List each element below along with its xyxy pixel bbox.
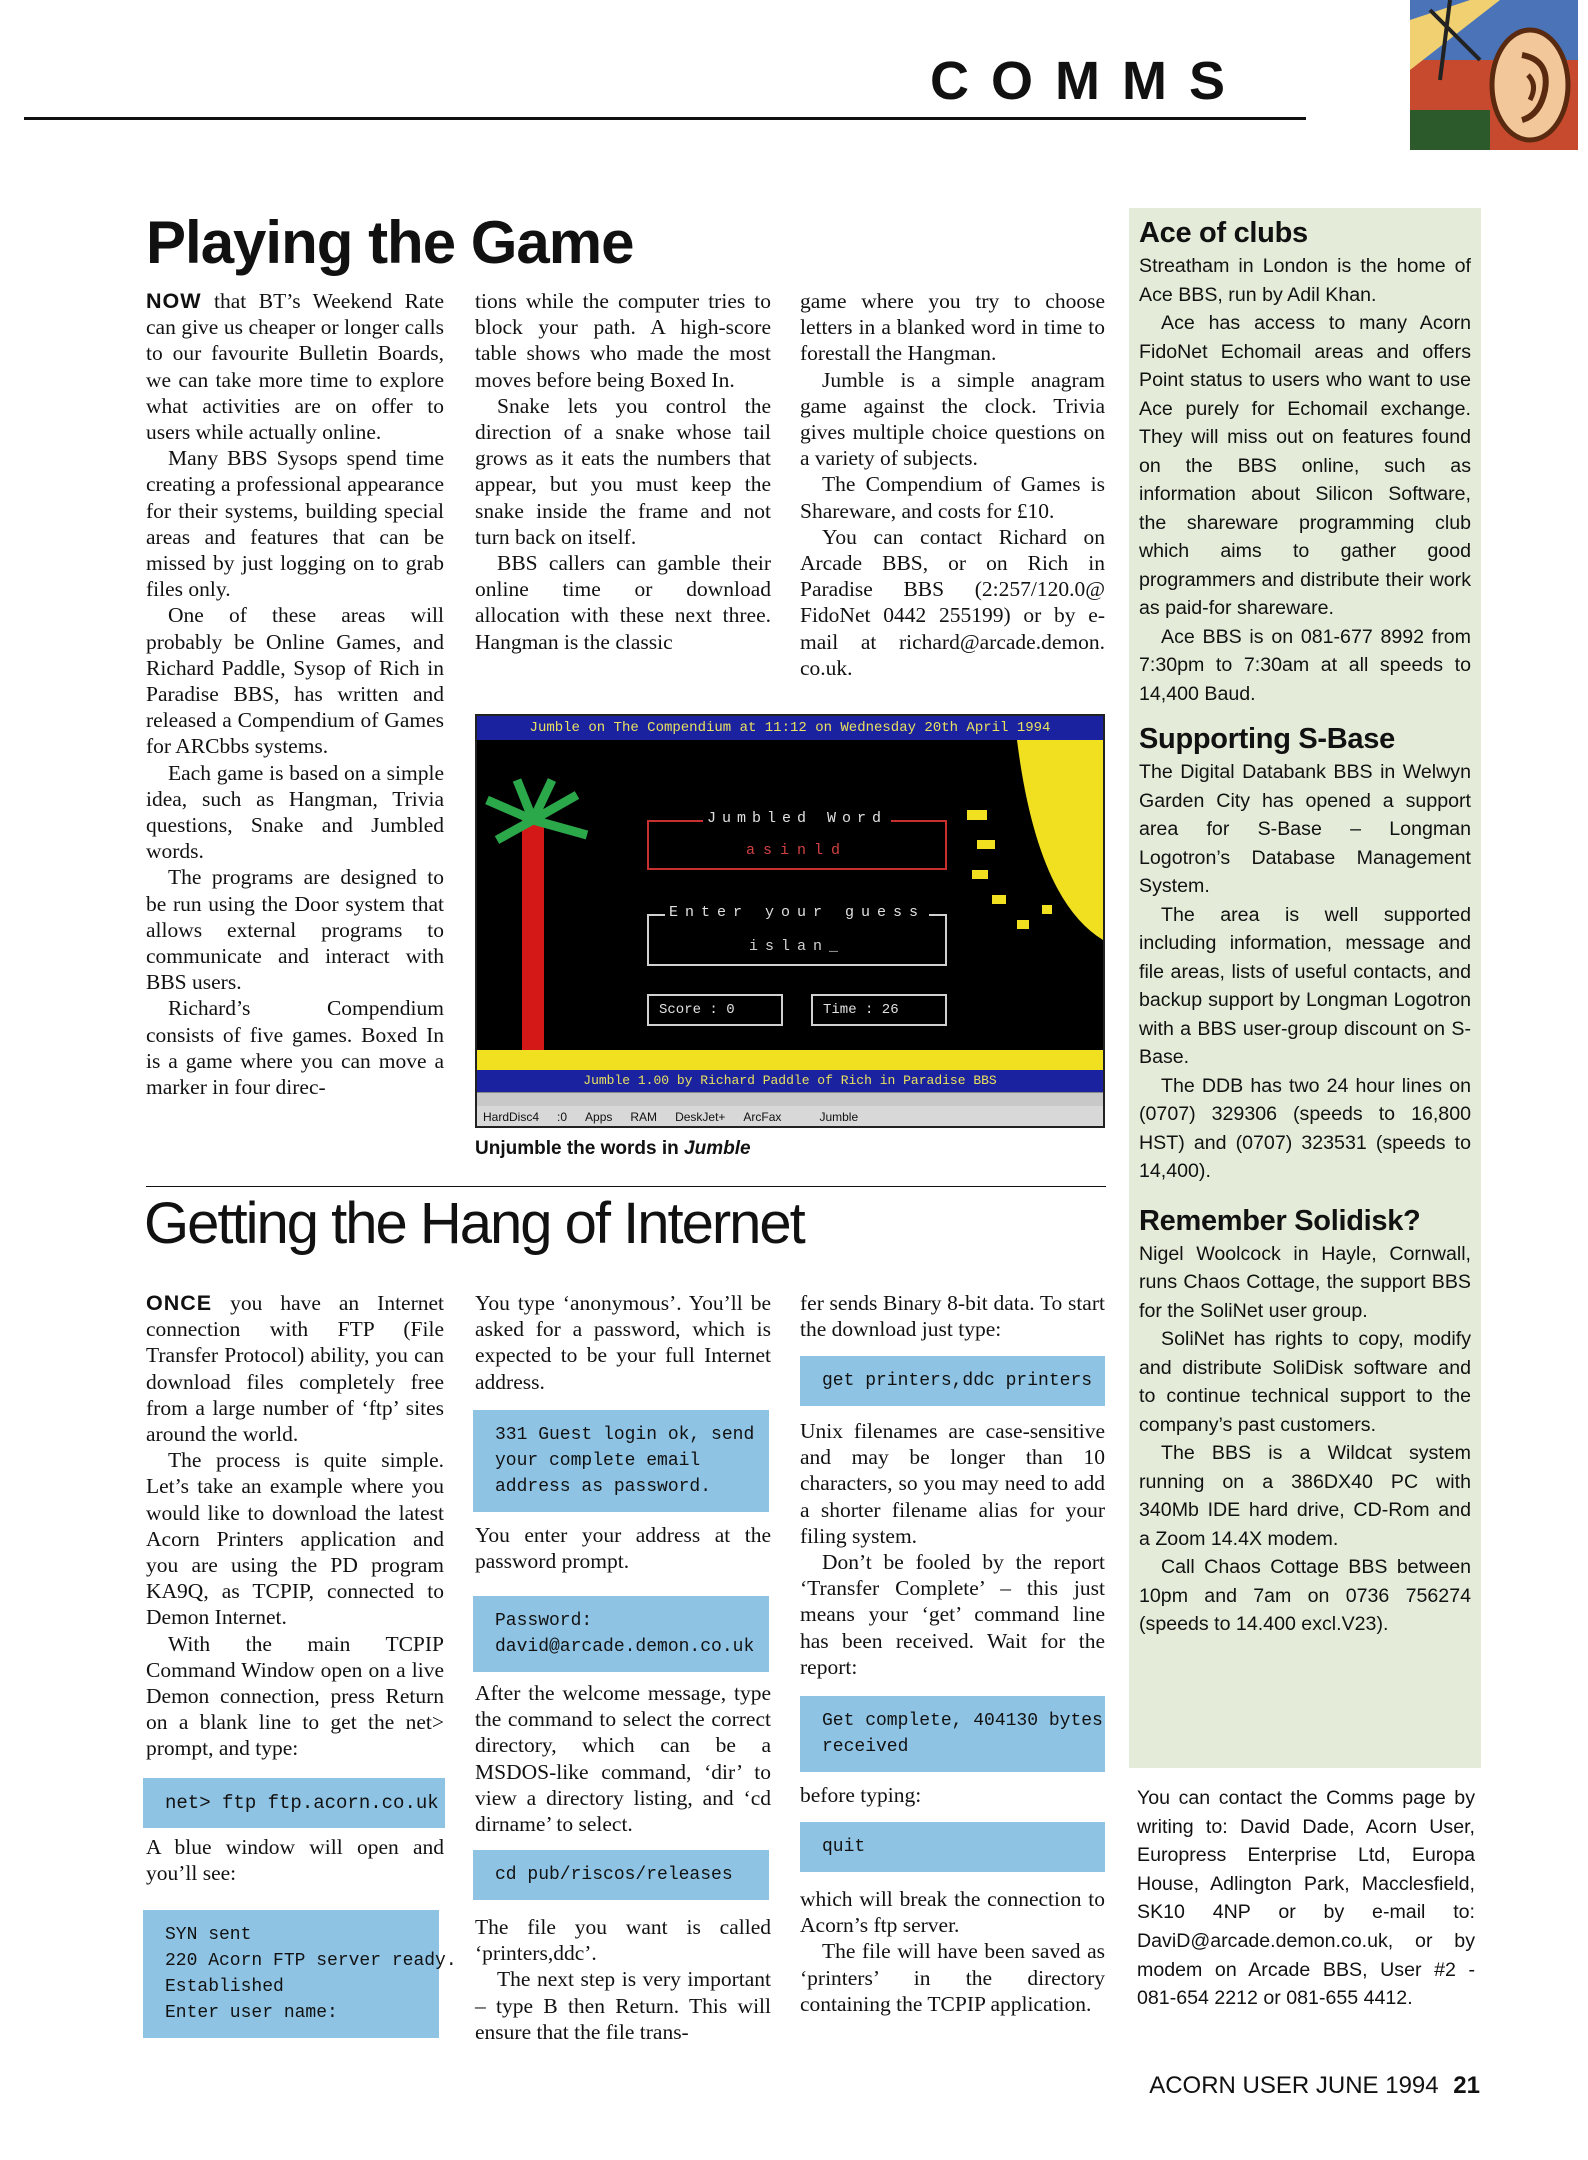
contact-info: You can contact the Comms page by writing to: David Dade, Acorn User, Europress Enterprise Ltd, Europa House, Adlington Park, Macclesfield, SK10 4NP or by e-mail to: DaviD@arcade.demon.co.uk, or by modem on Arcade BBS, User #2 - 081-654 2212 or 081-655 4412. — [1137, 1787, 1475, 2010]
time-box: Time : 26 — [811, 994, 947, 1026]
score-box: Score : 0 — [647, 994, 783, 1026]
article1-col3 — [800, 288, 1105, 681]
ear-icon — [1410, 0, 1578, 150]
paragraph: The file will have been saved as ‘printers’ in the directory containing the TCPIP application. — [800, 1939, 1105, 2016]
lead-word: ONCE — [146, 1291, 213, 1315]
iconbar-item[interactable]: Apps — [585, 1110, 613, 1124]
footer — [1120, 2072, 1480, 2100]
code-block: 331 Guest login ok, send your complete email address as password. — [473, 1410, 769, 1512]
article1-col1 — [146, 288, 444, 1100]
screenshot-caption: Unjumble the words in Jumble — [475, 1138, 751, 1159]
paragraph: The BBS is a Wildcat system running on a 386DX40 PC with 340Mb IDE hard drive, CD-Rom and a Zoom 14.4X modem. — [1139, 1442, 1471, 1550]
paragraph: The area is well supported including information, message and file areas, lists of useful contacts, and backup support by Longman Logotron with a BBS user-group discount on S-Base. — [1139, 903, 1471, 1068]
paragraph: Richard’s Compendium consists of five games. Boxed In is a game where you can move a marker in four direc- — [146, 996, 444, 1100]
iconbar-item[interactable]: RAM — [630, 1110, 658, 1124]
article2-col3-mid — [800, 1418, 1105, 1680]
code-block: Password: david@arcade.demon.co.uk — [473, 1596, 769, 1672]
paragraph: Snake lets you control the direction of a snake whose tail grows as it eats the numbers that appear, but you must keep the snake inside the frame and not turn back on itself. — [475, 393, 771, 549]
paragraph: You enter your address at the password prompt. — [475, 1523, 771, 1574]
iconbar-item[interactable]: :0 — [557, 1110, 568, 1124]
article2-col2-end — [475, 1914, 771, 2045]
paragraph: The DDB has two 24 hour lines on (0707) 329306 (speeds to 16,800 HST) and (0707) 323531 (speeds to 14,400). — [1139, 1074, 1471, 1182]
jumbled-word-label: Jumbled Word — [652, 810, 942, 827]
paragraph: game where you try to choose letters in a blanked word in time to forestall the Hangman. — [800, 289, 1105, 366]
paragraph: Nigel Woolcock in Hayle, Cornwall, runs Chaos Cottage, the support BBS for the SoliNet user group. — [1139, 1242, 1471, 1322]
paragraph: NOW that BT’s Weekend Rate can give us cheaper or longer calls to our favourite Bulletin Boards, we can take more time to explore what activities are on offer to users while actually online. — [146, 289, 444, 445]
sidebar — [1129, 208, 1481, 1768]
iconbar — [477, 1106, 1103, 1128]
paragraph: BBS callers can gamble their online time or download allocation with these next three. Hangman is the classic — [475, 551, 771, 654]
paragraph: The Compendium of Games is Shareware, and costs for £10. — [800, 472, 1105, 523]
page-number: 21 — [1453, 2072, 1480, 2099]
paragraph: Jumble is a simple anagram game against the clock. Trivia gives multiple choice questions on a variety of subjects. — [800, 367, 1105, 471]
paragraph: The next step is very important – type B then Return. This will ensure that the file trans- — [475, 1967, 771, 2044]
code-block: Get complete, 404130 bytes received — [800, 1696, 1105, 1772]
code-block: get printers,ddc printers — [800, 1356, 1105, 1406]
paragraph: SoliNet has rights to copy, modify and distribute SoliDisk software and to continue technical support to the company’s past customers. — [1139, 1328, 1471, 1436]
jumbled-word-value: asinld — [745, 842, 848, 859]
paragraph: Streatham in London is the home of Ace BBS, run by Adil Khan. — [1139, 255, 1471, 306]
lead-word: NOW — [146, 289, 202, 313]
iconbar-item[interactable]: DeskJet+ — [675, 1110, 726, 1124]
header-rule — [24, 117, 1306, 120]
screenshot-top-bar: Jumble on The Compendium at 11:12 on Wednesday 20th April 1994 — [477, 716, 1103, 740]
paragraph: You type ‘anonymous’. You’ll be asked for a password, which is expected to be your full Internet address. — [475, 1291, 771, 1394]
jumble-screenshot — [475, 714, 1105, 1128]
paragraph: Don’t be fooled by the report ‘Transfer Complete’ – this just means your ‘get’ command line has been received. Wait for the report: — [800, 1550, 1105, 1679]
guess-label: Enter your guess — [652, 904, 942, 921]
screenshot-bottom-bar: Jumble 1.00 by Richard Paddle of Rich in Paradise BBS — [477, 1070, 1103, 1092]
sidebar-heading: Supporting S-Base — [1139, 723, 1395, 755]
paragraph: ONCE you have an Internet connection with FTP (File Transfer Protocol) ability, you can download files completely free from a large number of ‘ftp’ sites around the world. — [146, 1291, 445, 1447]
iconbar-item[interactable]: Jumble — [819, 1110, 859, 1124]
article1-title: Playing the Game — [146, 209, 634, 276]
paragraph: The process is quite simple. Let’s take an example where you would like to download the latest Acorn Printers application and you are using the PD program KA9Q, as TCPIP, connected to Demon Internet. — [146, 1448, 444, 1630]
publication-name: ACORN USER JUNE 1994 — [1149, 2072, 1439, 2099]
paragraph: Unix filenames are case-sensitive and may be longer than 10 characters, so you may need to add a shorter filename alias for your filing system. — [800, 1419, 1105, 1548]
paragraph: Ace has access to many Acorn FidoNet Echomail areas and offers Point status to users who want to use Ace purely for Echomail exchange. They will miss out on features found on the BBS online, such as information about Silicon Software, the shareware programming club which aims to gather good programmers and distribute their work as paid-for shareware. — [1139, 312, 1471, 619]
code-block: quit — [800, 1822, 1105, 1872]
code-block: net> ftp ftp.acorn.co.uk — [143, 1778, 445, 1828]
paragraph: Many BBS Sysops spend time creating a professional appearance for their systems, building special areas and features that can be missed by just logging on to grab files only. — [146, 446, 444, 602]
section-header: COMMS — [930, 51, 1247, 111]
paragraph: With the main TCPIP Command Window open on a live Demon connection, press Return on a blank line to get the net> prompt, and type: — [146, 1631, 444, 1761]
code-block: SYN sent 220 Acorn FTP server ready. Established Enter user name: — [143, 1910, 439, 2038]
paragraph: which will break the connection to Acorn’s ftp server. — [800, 1887, 1105, 1938]
article-divider — [146, 1186, 1106, 1187]
article2-col1 — [146, 1290, 444, 1762]
screenshot-scrollbar[interactable] — [477, 1092, 1103, 1106]
paragraph: After the welcome message, type the command to select the correct directory, which can be a MSDOS-like command, ‘dir’ to view a directory listing, and ‘cd dirname’ to select. — [475, 1681, 771, 1837]
header-ear-illustration — [1410, 0, 1578, 150]
paragraph: The file you want is called ‘printers,ddc’. — [475, 1915, 771, 1966]
article2-col3-end — [800, 1886, 1105, 2017]
paragraph: Ace BBS is on 081-677 8992 from 7:30pm to 7:30am at all speeds to 14,400 Baud. — [1139, 625, 1471, 705]
article1-col2 — [475, 288, 771, 655]
code-block: cd pub/riscos/releases — [473, 1850, 769, 1900]
sidebar-heading: Remember Solidisk? — [1139, 1204, 1421, 1237]
paragraph: The Digital Databank BBS in Welwyn Garden City has opened a support area for S-Base – Longman Logotron’s Database Management System. — [1139, 761, 1471, 897]
guess-input[interactable]: islan_ — [748, 938, 845, 955]
paragraph: You can contact Richard on Arcade BBS, or on Rich in Paradise BBS (2:257/120.0@ FidoNet 0442 255199) or by e-mail at richard@arcade.demon. co.uk. — [800, 524, 1105, 680]
article2-title: Getting the Hang of Internet — [144, 1191, 804, 1256]
paragraph: One of these areas will probably be Online Games, and Richard Paddle, Sysop of Rich in Paradise BBS, has written and released a Compendium of Games for ARCbbs systems. — [146, 603, 444, 759]
paragraph: tions while the computer tries to block your path. A high-score table shows who made the most moves before being Boxed In. — [475, 289, 771, 392]
sidebar-heading: Ace of clubs — [1139, 217, 1308, 249]
paragraph: Each game is based on a simple idea, such as Hangman, Trivia questions, Snake and Jumbled words. — [146, 760, 444, 864]
paragraph: fer sends Binary 8-bit data. To start the download just type: — [800, 1291, 1105, 1342]
iconbar-item[interactable]: ArcFax — [743, 1110, 782, 1124]
paragraph: before typing: — [800, 1783, 922, 1807]
paragraph: Call Chaos Cottage BBS between 10pm and 7am on 0736 756274 (speeds to 14.400 excl.V23). — [1139, 1556, 1471, 1635]
paragraph: The programs are designed to be run using the Door system that allows external programs to communicate and interact with BBS users. — [146, 865, 444, 995]
paragraph: A blue window will open and you’ll see: — [146, 1835, 444, 1886]
iconbar-item[interactable]: HardDisc4 — [483, 1110, 540, 1124]
